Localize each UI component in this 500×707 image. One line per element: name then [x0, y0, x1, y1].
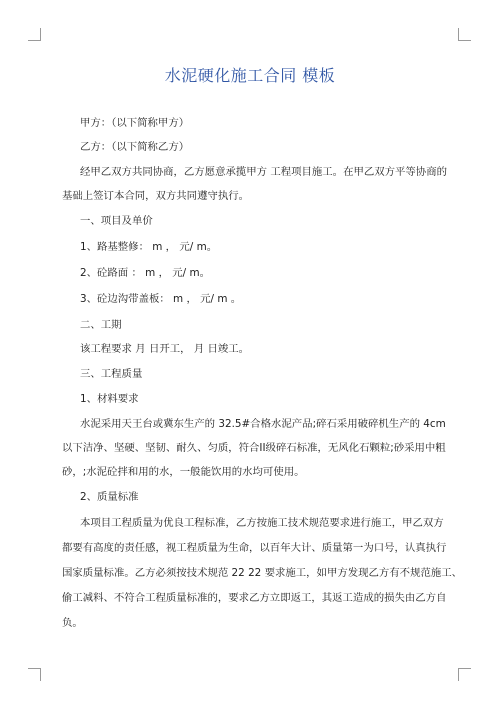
list-item: 1、路基整修： m ， 元/ m。: [80, 241, 218, 253]
paragraph-line: 砂，;水泥砼拌和用的水，一般能饮用的水均可使用。: [62, 466, 305, 478]
paragraph-line: 水泥采用天王台或冀东生产的 32.5#合格水泥产品;碎石采用破碎机生产的 4cm: [80, 418, 446, 430]
paragraph-line: 基础上签订本合同，双方共同遵守执行。: [62, 190, 250, 202]
party-a-line: 甲方：（以下简称甲方）: [80, 117, 190, 129]
paragraph-line: 负。: [62, 617, 83, 629]
paragraph-line: 以下洁净、坚硬、坚韧、耐久、匀质，符合II级碎石标准，无风化石颗粒;砂采用中粗: [62, 442, 446, 454]
crop-mark-top-left: [28, 28, 41, 41]
section-heading: 二、工期: [80, 319, 122, 331]
paragraph-line: 都要有高度的责任感，视工程质量为生命，以百年大计、质量第一为口号，认真执行: [62, 542, 447, 554]
crop-mark-bottom-right: [458, 668, 471, 681]
document-title: 水泥硬化施工合同 模板: [164, 66, 336, 85]
paragraph-line: 本项目工程质量为优良工程标准，乙方按施工技术规范要求进行施工，甲乙双方: [80, 517, 444, 529]
list-item: 3、砼边沟带盖板： m ， 元/ m 。: [80, 293, 242, 305]
paragraph-line: 经甲乙双方共同协商，乙方愿意承揽甲方 工程项目施工。在甲乙双方平等协商的: [80, 166, 447, 178]
paragraph-line: 偷工减料、不符合工程质量标准的，要求乙方立即返工，其返工造成的损失由乙方自: [62, 592, 447, 604]
paragraph-line: 该工程要求 月 日开工， 月 日竣工。: [80, 343, 250, 355]
subsection-heading: 2、质量标准: [80, 491, 139, 503]
section-heading: 一、项目及单价: [80, 215, 153, 227]
list-item: 2、砼路面 ： m ， 元/ m。: [80, 267, 210, 279]
subsection-heading: 1、材料要求: [80, 393, 139, 405]
section-heading: 三、工程质量: [80, 368, 143, 380]
party-b-line: 乙方：（以下简称乙方）: [80, 141, 190, 153]
crop-mark-top-right: [458, 28, 471, 41]
crop-mark-bottom-left: [28, 668, 41, 681]
paragraph-line: 国家质量标准。乙方必须按技术规范 22 22 要求施工，如甲方发现乙方有不规范施工、: [62, 567, 463, 579]
